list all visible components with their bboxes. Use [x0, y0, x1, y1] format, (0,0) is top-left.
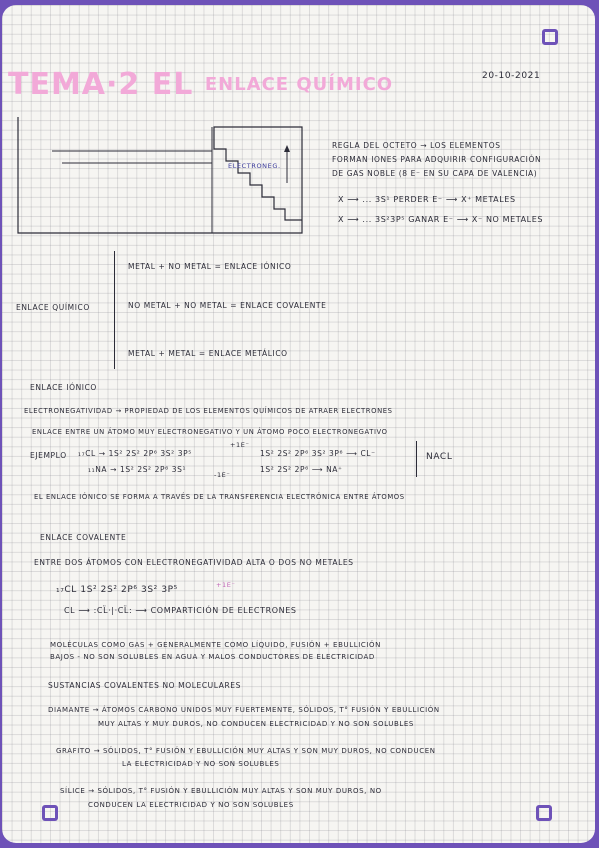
corner-mark-bottom-left — [42, 805, 58, 821]
rule-line-1: REGLA DEL OCTETO → LOS ELEMENTOS — [332, 141, 501, 150]
cl-gain: +1E⁻ — [230, 441, 250, 449]
molecules-line-1: MOLÉCULAS COMO GAS + GENERALMENTE COMO LÍQUIDO, FUSIÓN + EBULLICIÓN — [50, 641, 381, 649]
date: 20-10-2021 — [482, 71, 541, 81]
ion-equation-1: X ⟶ ... 3S¹ PERDER E⁻ ⟶ X⁺ METALES — [338, 195, 516, 204]
covalent-cl2: CL ⟶ :CL̈·|·CL̈: ⟶ COMPARTICIÓN DE ELECTRONES — [64, 606, 297, 615]
non-molecular-heading: SUSTANCIAS COVALENTES NO MOLECULARES — [48, 681, 241, 690]
ionic-line-2: ENLACE ENTRE UN ÁTOMO MUY ELECTRONEGATIVO Y UN ÁTOMO POCO ELECTRONEGATIVO — [32, 428, 388, 436]
covalent-cl-extra: +1E⁻ — [216, 581, 236, 589]
notebook-page — [2, 5, 595, 843]
corner-mark-bottom-right — [536, 805, 552, 821]
na-loss: -1E⁻ — [214, 471, 231, 479]
enlace-quimico-label: ENLACE QUÍMICO — [16, 303, 90, 312]
ionic-summary: EL ENLACE IÓNICO SE FORMA A TRAVÉS DE LA TRANSFERENCIA ELECTRÓNICA ENTRE ÁTOMOS — [34, 493, 405, 501]
bond-type-3: METAL + METAL = ENLACE METÁLICO — [128, 349, 288, 358]
rule-line-3: DE GAS NOBLE (8 E⁻ EN SU CAPA DE VALENCIA) — [332, 169, 538, 178]
diamond-line-1: DIAMANTE → ÁTOMOS CARBONO UNIDOS MUY FUERTEMENTE, SÓLIDOS, T° FUSIÓN Y EBULLICIÓN — [48, 706, 440, 714]
ion-equation-2: X ⟶ ... 3S²3P⁵ GANAR E⁻ ⟶ X⁻ NO METALES — [338, 215, 544, 224]
na-result: 1S² 2S² 2P⁶ ⟶ NA⁺ — [260, 465, 343, 474]
silica-line-2: CONDUCEN LA ELECTRICIDAD Y NO SON SOLUBLES — [88, 801, 294, 809]
cl-result: 1S² 2S² 2P⁶ 3S² 3P⁶ ⟶ CL⁻ — [260, 449, 376, 458]
nacl-label: NACL — [426, 452, 453, 462]
covalent-heading: ENLACE COVALENTE — [40, 533, 127, 542]
silica-line-1: SÍLICE → SÓLIDOS, T° FUSIÓN Y EBULLICIÓN MUY ALTAS Y SON MUY DUROS, NO — [60, 787, 382, 795]
graphite-line-1: GRAFITO → SÓLIDOS, T° FUSIÓN Y EBULLICIÓN MUY ALTAS Y SON MUY DUROS, NO CONDUCEN — [56, 747, 436, 755]
diamond-line-2: MUY ALTAS Y MUY DUROS, NO CONDUCEN ELECTRICIDAD Y NO SON SOLUBLES — [98, 720, 414, 728]
bond-type-2: NO METAL + NO METAL = ENLACE COVALENTE — [128, 301, 327, 310]
covalent-line-1: ENTRE DOS ÁTOMOS CON ELECTRONEGATIVIDAD ALTA O DOS NO METALES — [34, 558, 354, 567]
page-title: TEMA·2 EL ENLACE QUÍMICO — [8, 67, 394, 102]
molecules-line-2: BAJOS - NO SON SOLUBLES EN AGUA Y MALOS CONDUCTORES DE ELECTRICIDAD — [50, 653, 375, 661]
periodic-table-sketch — [12, 115, 312, 240]
ionic-line-1: ELECTRONEGATIVIDAD → PROPIEDAD DE LOS ELEMENTOS QUÍMICOS DE ATRAER ELECTRONES — [24, 407, 393, 415]
corner-mark-top-right — [542, 29, 558, 45]
ionic-heading: ENLACE IÓNICO — [30, 383, 97, 392]
example-label: EJEMPLO — [30, 451, 67, 460]
covalent-cl: ₁₇CL 1S² 2S² 2P⁶ 3S² 3P⁵ — [56, 585, 178, 595]
bracket — [114, 251, 115, 369]
nacl-bracket — [416, 441, 417, 477]
bond-type-1: METAL + NO METAL = ENLACE IÓNICO — [128, 262, 292, 271]
cl-configuration: ₁₇CL → 1S² 2S² 2P⁶ 3S² 3P⁵ — [78, 449, 192, 458]
na-configuration: ₁₁NA → 1S² 2S² 2P⁶ 3S¹ — [88, 465, 187, 474]
graphite-line-2: LA ELECTRICIDAD Y NO SON SOLUBLES — [122, 760, 280, 768]
rule-line-2: FORMAN IONES PARA ADQUIRIR CONFIGURACIÓN — [332, 155, 542, 164]
electronegativity-label: ELECTRONEG. — [228, 162, 281, 170]
